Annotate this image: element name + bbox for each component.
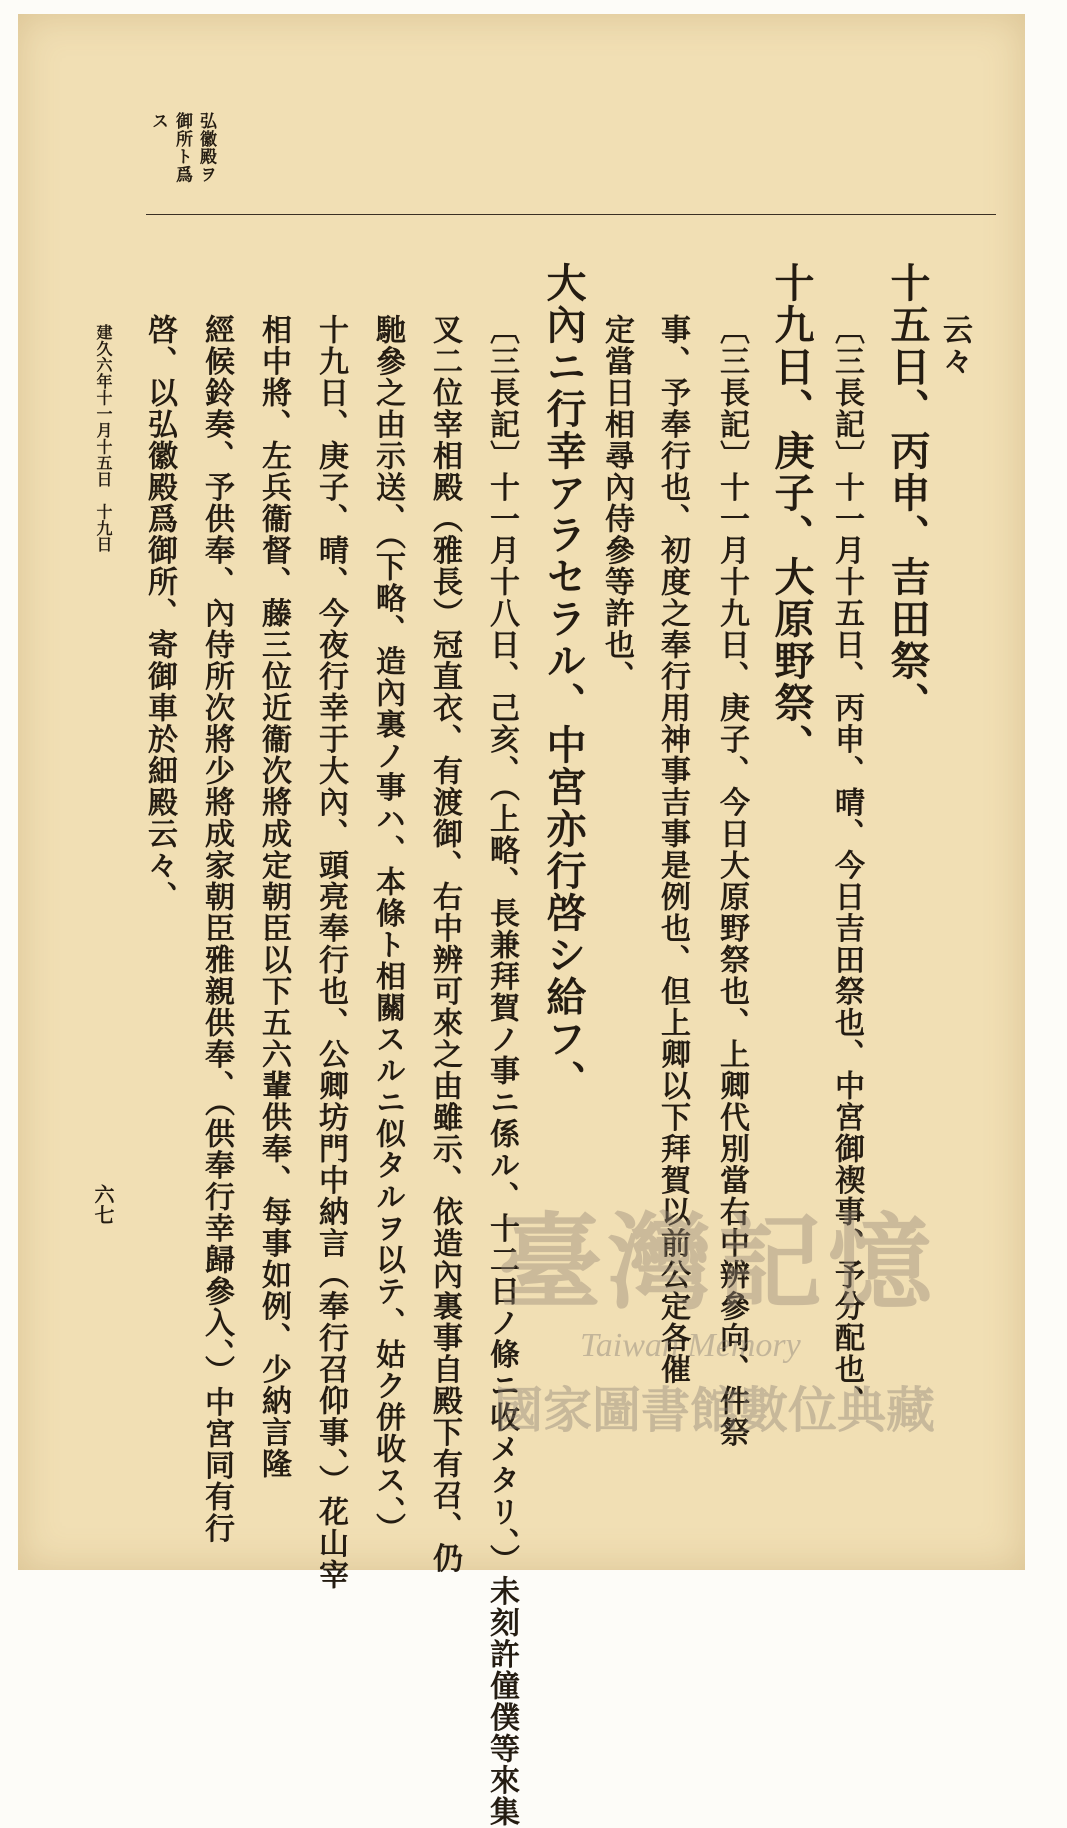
text-column-15: 啓、以弘徽殿爲御所、寄御車於細殿云々、 [142, 314, 177, 913]
text-column-13: 相中將、左兵衞督、藤三位近衞次將成定朝臣以下五六輩供奉、每事如例、少納言隆 [256, 314, 291, 1480]
header-rule [146, 214, 996, 215]
watermark-library: 國家圖書館數位典藏 [494, 1382, 936, 1439]
text-column-7: 定當日相尋內侍參等許也、 [599, 314, 634, 692]
text-column-3: 〔三長記〕十一月十五日、丙申、晴、今日吉田祭也、中宮御禊事、予分配也、 [829, 314, 864, 1417]
page-number: 六七 [91, 1184, 115, 1225]
document-page [18, 14, 1025, 1828]
text-column-11: 馳參之由示送、（下略、造內裏ノ事ハ、本條ト相關スルニ似タルヲ以テ、姑ク併收ス、） [370, 314, 405, 1544]
heading-yoshida-festival: 十五日、丙申、吉田祭、 [884, 262, 931, 724]
margin-note-line-3: ス [148, 112, 168, 130]
watermark-english: Taiwan Memory [580, 1327, 801, 1364]
watermark-title: 臺灣記憶 [498, 1201, 939, 1324]
text-column-6: 事、予奉行也、初度之奉行用神事吉事是例也、但上卿以下拜賀以前公定各催 [655, 314, 690, 1385]
text-column-9: 〔三長記〕十一月十八日、己亥、（上略、長兼拜賀ノ事ニ係ル、十二日ノ條ニ收メタリ、）未刻許僮僕等來集 [484, 314, 519, 1828]
footer-date: 建久六年十一月十五日 十九日 [94, 324, 113, 553]
heading-imperial-visit: 大內ニ行幸アラセラル、中宮亦行啓シ給フ、 [540, 262, 587, 1102]
text-column-1: 云々 [937, 314, 972, 377]
text-column-5: 〔三長記〕十一月十九日、庚子、今日大原野祭也、上卿代別當右中辨參向、件祭 [714, 314, 749, 1448]
heading-oharano-festival: 十九日、庚子、大原野祭、 [768, 262, 815, 766]
text-column-14: 經候鈴奏、予供奉、內侍所次將少將成家朝臣雅親供奉、（供奉行幸歸參入、）中宮同有行 [199, 314, 234, 1544]
margin-note-line-2: 御所ト爲 [172, 112, 192, 184]
text-column-10: 叉二位宰相殿（雅長）冠直衣、有渡御、右中辨可來之由雖示、依造內裏事自殿下有召、仍 [427, 314, 462, 1574]
margin-note-line-1: 弘徽殿ヲ [196, 112, 216, 184]
text-column-12: 十九日、庚子、晴、今夜行幸于大內、頭亮奉行也、公卿坊門中納言（奉行召仰事、）花山宰 [313, 314, 348, 1591]
